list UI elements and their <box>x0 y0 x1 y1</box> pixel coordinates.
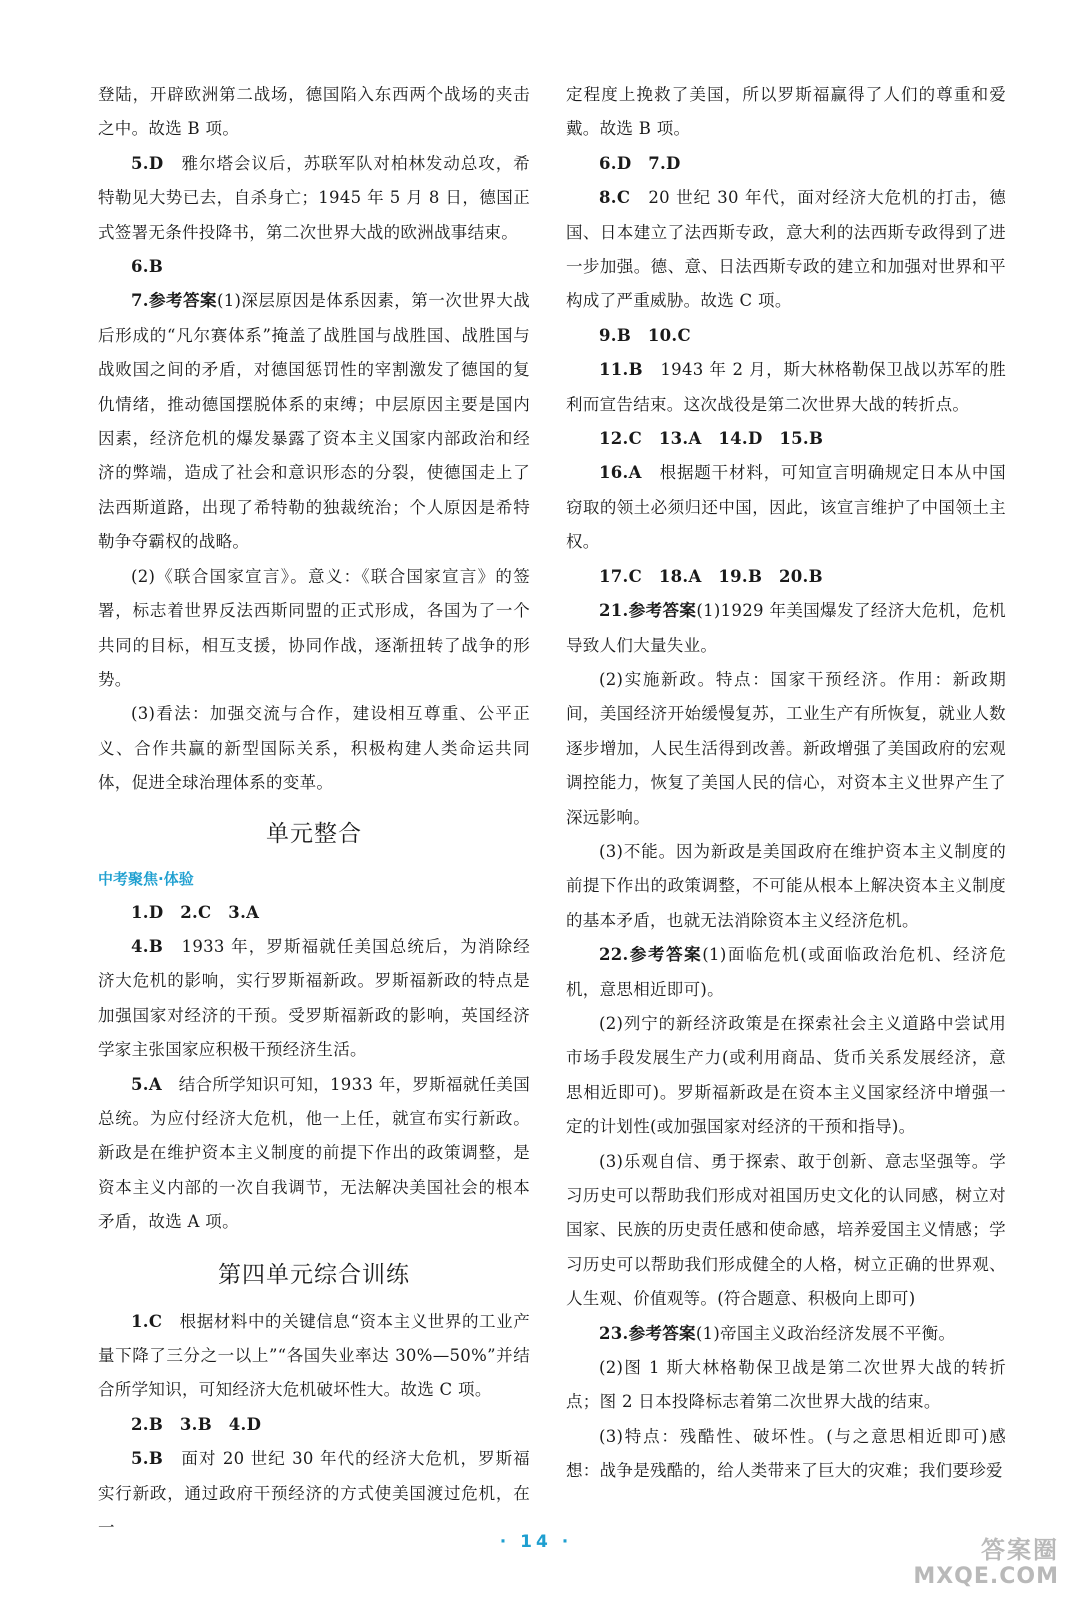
answer-number: 9.B 10.C <box>599 325 691 345</box>
answer-number: 12.C 13.A 14.D 15.B <box>599 429 824 449</box>
answer-text: (3)看法：加强交流与合作，建设相互尊重、公平正义、合作共赢的新型国际关系，积极构建人类命运共同体，促进全球治理体系的变革。 <box>98 704 530 793</box>
page-number: · 14 · <box>499 1532 573 1552</box>
answer-number: 2.B 3.B 4.D <box>131 1414 262 1434</box>
watermark-logo <box>905 1530 1065 1596</box>
answer-paragraph <box>98 147 530 250</box>
answer-text: 雅尔塔会议后，苏联军队对柏林发动总攻，希特勒见大势已去，自杀身亡；1945 年 5 月 8 日，德国正式签署无条件投降书，第二次世界大战的欧洲战事结束。 <box>98 153 530 242</box>
answer-number: 17.C 18.A 19.B 20.B <box>599 566 823 586</box>
answer-text: (2)列宁的新经济政策是在探索社会主义道路中尝试用市场手段发展生产力(或利用商品、货币关系发展经济，意思相近即可)。罗斯福新政是在资本主义国家经济中增强一定的计划性(或加强国家对经济的干预和指导)。 <box>566 1013 1006 1137</box>
answer-number: 5.A <box>131 1074 162 1094</box>
answer-text: (3)特点：残酷性、破坏性。(与之意思相近即可)感想：战争是残酷的，给人类带来了巨大的灾难；我们要珍爱 <box>566 1426 1006 1481</box>
answer-paragraph <box>98 284 530 559</box>
answer-text: 根据材料中的关键信息“资本主义世界的工业产量下降了三分之一以上”“各国失业率达 30%—50%”并结合所学知识，可知经济大危机破坏性大。故选 C 项。 <box>98 1311 530 1400</box>
left-column <box>98 78 530 1545</box>
answer-number: 7. <box>131 291 149 311</box>
answer-number: 22. <box>599 945 629 965</box>
section-label-exam-focus: 中考聚焦·体验 <box>98 869 194 888</box>
answer-paragraph <box>98 1305 530 1408</box>
answer-paragraph <box>98 560 530 698</box>
answer-text: 定程度上挽救了美国，所以罗斯福赢得了人们的尊重和爱戴。故选 B 项。 <box>566 85 1006 139</box>
answer-text: (1)深层原因是体系因素，第一次世界大战后形成的“凡尔赛体系”掩盖了战胜国与战胜国、战胜国与战败国之间的矛盾，对德国惩罚性的宰割激发了德国的复仇情绪，推动德国摆脱体系的束缚；中层原因主要是国内因素，经济危机的爆发暴露了资本主义国家内部政治和经济的弊端，造成了社会和意识形态的分裂，使德国走上了法西斯道路，出现了希特勒的独裁统治；个人原因是希特勒争夺霸权的战略。 <box>98 291 531 552</box>
answer-paragraph <box>566 938 1006 1007</box>
answer-paragraph <box>566 560 1006 594</box>
answer-paragraph <box>566 78 1006 147</box>
answer-paragraph <box>98 896 530 930</box>
answer-paragraph <box>98 1068 530 1240</box>
answer-number: 5.D <box>131 153 164 173</box>
answer-paragraph <box>566 319 1006 353</box>
answer-text: (3)不能。因为新政是美国政府在维护资本主义制度的前提下作出的政策调整，不可能从根本上解决资本主义制度的基本矛盾，也就无法消除资本主义经济危机。 <box>566 841 1006 930</box>
right-column <box>566 78 1006 1489</box>
answer-text: (1)1929 年美国爆发了经济大危机，危机导致人们大量失业。 <box>566 601 1006 655</box>
answer-number: 5.B <box>131 1449 164 1469</box>
answer-number: 1.C <box>131 1311 163 1331</box>
answer-paragraph <box>566 835 1006 938</box>
answer-paragraph <box>566 1317 1006 1351</box>
answer-paragraph <box>98 78 530 147</box>
answer-paragraph <box>566 1351 1006 1420</box>
section2-paragraphs <box>98 1305 530 1546</box>
answer-paragraph <box>98 1408 530 1442</box>
answer-text: (3)乐观自信、勇于探索、敢于创新、意志坚强等。学习历史可以帮助我们形成对祖国历史文化的认同感，树立对国家、民族的历史责任感和使命感，培养爱国主义情感；学习历史可以帮助我们形成健全的人格，树立正确的世界观、人生观、价值观等。(符合题意、积极向上即可) <box>566 1151 1006 1309</box>
answer-text: 登陆，开辟欧洲第二战场，德国陷入东西两个战场的夹击之中。故选 B 项。 <box>98 85 530 139</box>
answer-paragraph <box>566 422 1006 456</box>
section-title-unit-integration: 单元整合 <box>266 820 362 847</box>
answer-paragraph <box>98 930 530 1068</box>
answer-text: (2)实施新政。特点：国家干预经济。作用：新政期间，美国经济开始缓慢复苏，工业生产有所恢复，就业人数逐步增加，人民生活得到改善。新政增强了美国政府的宏观调控能力，恢复了美国人民的信心，对资本主义世界产生了深远影响。 <box>566 669 1006 827</box>
answer-text: (2)《联合国家宣言》。意义：《联合国家宣言》的签署，标志着世界反法西斯同盟的正式形成，各国为了一个共同的目标，相互支援，协同作战，逐渐扭转了战争的形势。 <box>98 566 530 689</box>
answer-text: 20 世纪 30 年代，面对经济大危机的打击，德国、日本建立了法西斯专政，意大利的法西斯专政得到了进一步加强。德、意、日法西斯专政的建立和加强对世界和平构成了严重威胁。故选 C 项。 <box>566 188 1006 311</box>
answer-paragraph <box>98 250 530 284</box>
answer-text: (1)面临危机(或面临政治危机、经济危机，意思相近即可)。 <box>566 945 1006 999</box>
answer-number: 4.B <box>131 936 164 956</box>
reference-answer-label: 参考答案 <box>628 601 697 621</box>
answer-number: 21. <box>599 601 629 621</box>
watermark-bottom-text: MXQE.COM <box>913 1564 1059 1589</box>
answer-number: 6.B <box>131 257 164 277</box>
answer-paragraph <box>98 697 530 800</box>
answer-number: 6.D 7.D <box>599 153 681 173</box>
answer-text: 根据题干材料，可知宣言明确规定日本从中国窃取的领土必须归还中国，因此，该宣言维护了中国领土主权。 <box>566 463 1006 552</box>
answer-paragraph <box>566 353 1006 422</box>
answer-number: 23. <box>599 1323 629 1343</box>
answer-text: 1943 年 2 月，斯大林格勒保卫战以苏军的胜利而宣告结束。这次战役是第二次世界大战的转折点。 <box>566 360 1006 414</box>
section1-paragraphs <box>98 896 530 1240</box>
answer-text: 面对 20 世纪 30 年代的经济大危机，罗斯福实行新政，通过政府干预经济的方式使美国渡过危机，在一 <box>98 1449 530 1538</box>
reference-answer-label: 参考答案 <box>628 945 703 965</box>
answer-number: 1.D 2.C 3.A <box>131 902 260 922</box>
answer-paragraph <box>566 594 1006 663</box>
answer-paragraph <box>566 456 1006 559</box>
right-paragraphs <box>566 78 1006 1489</box>
answer-paragraph <box>566 663 1006 835</box>
answer-paragraph <box>98 1442 530 1545</box>
answer-text: (1)帝国主义政治经济发展不平衡。 <box>695 1323 956 1343</box>
left-paragraphs <box>98 78 530 801</box>
answer-text: (2)图 1 斯大林格勒保卫战是第二次世界大战的转折点；图 2 日本投降标志着第二次世界大战的结束。 <box>566 1358 1006 1412</box>
answer-paragraph <box>566 1007 1006 1145</box>
watermark-top-text: 答案圈 <box>981 1536 1059 1564</box>
answer-paragraph <box>566 147 1006 181</box>
answer-number: 16.A <box>599 463 642 483</box>
section-title-unit4-training: 第四单元综合训练 <box>218 1261 410 1288</box>
answer-paragraph <box>566 181 1006 319</box>
answer-number: 8.C <box>599 188 631 208</box>
answer-paragraph <box>566 1145 1006 1317</box>
answer-text: 结合所学知识可知，1933 年，罗斯福就任美国总统。为应付经济大危机，他一上任，就宣布实行新政。新政是在维护资本主义制度的前提下作出的政策调整，是资本主义内部的一次自我调节，无法解决美国社会的根本矛盾，故选 A 项。 <box>98 1074 530 1232</box>
answer-paragraph <box>566 1420 1006 1489</box>
answer-number: 11.B <box>599 360 643 380</box>
reference-answer-label: 参考答案 <box>628 1323 696 1343</box>
reference-answer-label: 参考答案 <box>148 291 217 311</box>
answer-text: 1933 年，罗斯福就任美国总统后，为消除经济大危机的影响，实行罗斯福新政。罗斯福新政的特点是加强国家对经济的干预。受罗斯福新政的影响，英国经济学家主张国家应积极干预经济生活。 <box>98 936 530 1060</box>
